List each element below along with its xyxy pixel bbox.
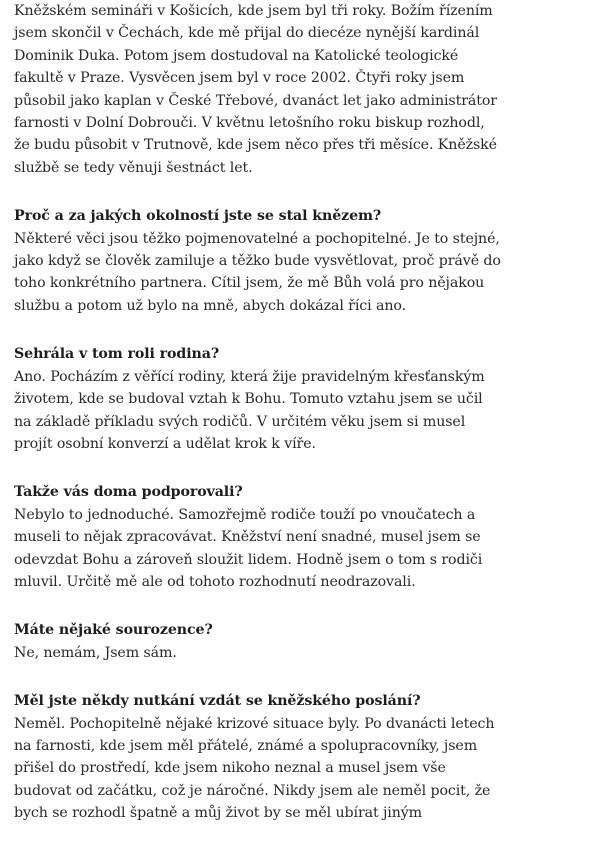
question-text: Proč a za jakých okolností jste se stal knězem? [14,208,382,225]
intro-paragraph: Kněžském semináři v Košicích, kde jsem byl tři roky. Božím řízením jsem skončil v Čechách, kde mě přijal do diecéze nynější kardinál Dominik Duka. Potom jsem dostudoval na Katolické teologické fakultě v Praze. Vysvěcen jsem byl v roce 2002. Čtyři roky jsem působil jako kaplan v České Třebové, dvanáct let jako administrátor farnosti v Dolní Dobrouči. V květnu letošního roku biskup rozhodl, že budu působit v Trutnově, kde jsem něco přes tři měsíce. Kněžské službě se tedy věnuji šestnáct let. [14,3,497,176]
answer-text: Neměl. Pochopitelně nějaké krizové situace byly. Po dvanácti letech na farnosti, kde jsem měl přátelé, známé a spolupracovníky, jsem přišel do prostředí, kde jsem nikoho neznal a musel jsem vše budovat od začátku, což je náročné. Nikdy jsem ale neměl pocit, že bych se rozhodl špatně a můj život by se měl ubírat jiným [14,715,495,822]
question-text: Měl jste někdy nutkání vzdát se kněžského poslání? [14,693,421,710]
question-text: Takže vás doma podporovali? [14,484,243,501]
answer-text: Nebylo to jednoduché. Samozřejmě rodiče touží po vnoučatech a museli to nějak zpracovávat. Kněžství není snadné, musel jsem se odevzdat Bohu a zároveň sloužit lidem. Hodně jsem o tom s rodiči mluvil. Určitě mě ale od tohoto rozhodnutí neodrazovali. [14,506,483,590]
qa-block [14,481,504,593]
question-text: Sehrála v tom roli rodina? [14,346,220,363]
qa-block [14,619,504,664]
article-body [14,0,504,825]
question-text: Máte nějaké sourozence? [14,622,213,639]
answer-text: Ne, nemám, Jsem sám. [14,644,177,661]
qa-block [14,690,504,824]
qa-block [14,205,504,317]
answer-text: Některé věci jsou těžko pojmenovatelné a pochopitelné. Je to stejné, jako když se člověk zamiluje a těžko bude vysvětlovat, proč právě do toho konkrétního partnera. Cítil jsem, že mě Bůh volá pro nějakou službu a potom už bylo na mně, abych dokázal říci ano. [14,230,501,314]
qa-block [14,343,504,455]
answer-text: Ano. Pocházím z věřící rodiny, která žije pravidelným křesťanským životem, kde se budoval vztah k Bohu. Tomuto vztahu jsem se učil na základě příkladu svých rodičů. V určitém věku jsem si musel projít osobní konverzí a udělat krok k víře. [14,368,485,452]
